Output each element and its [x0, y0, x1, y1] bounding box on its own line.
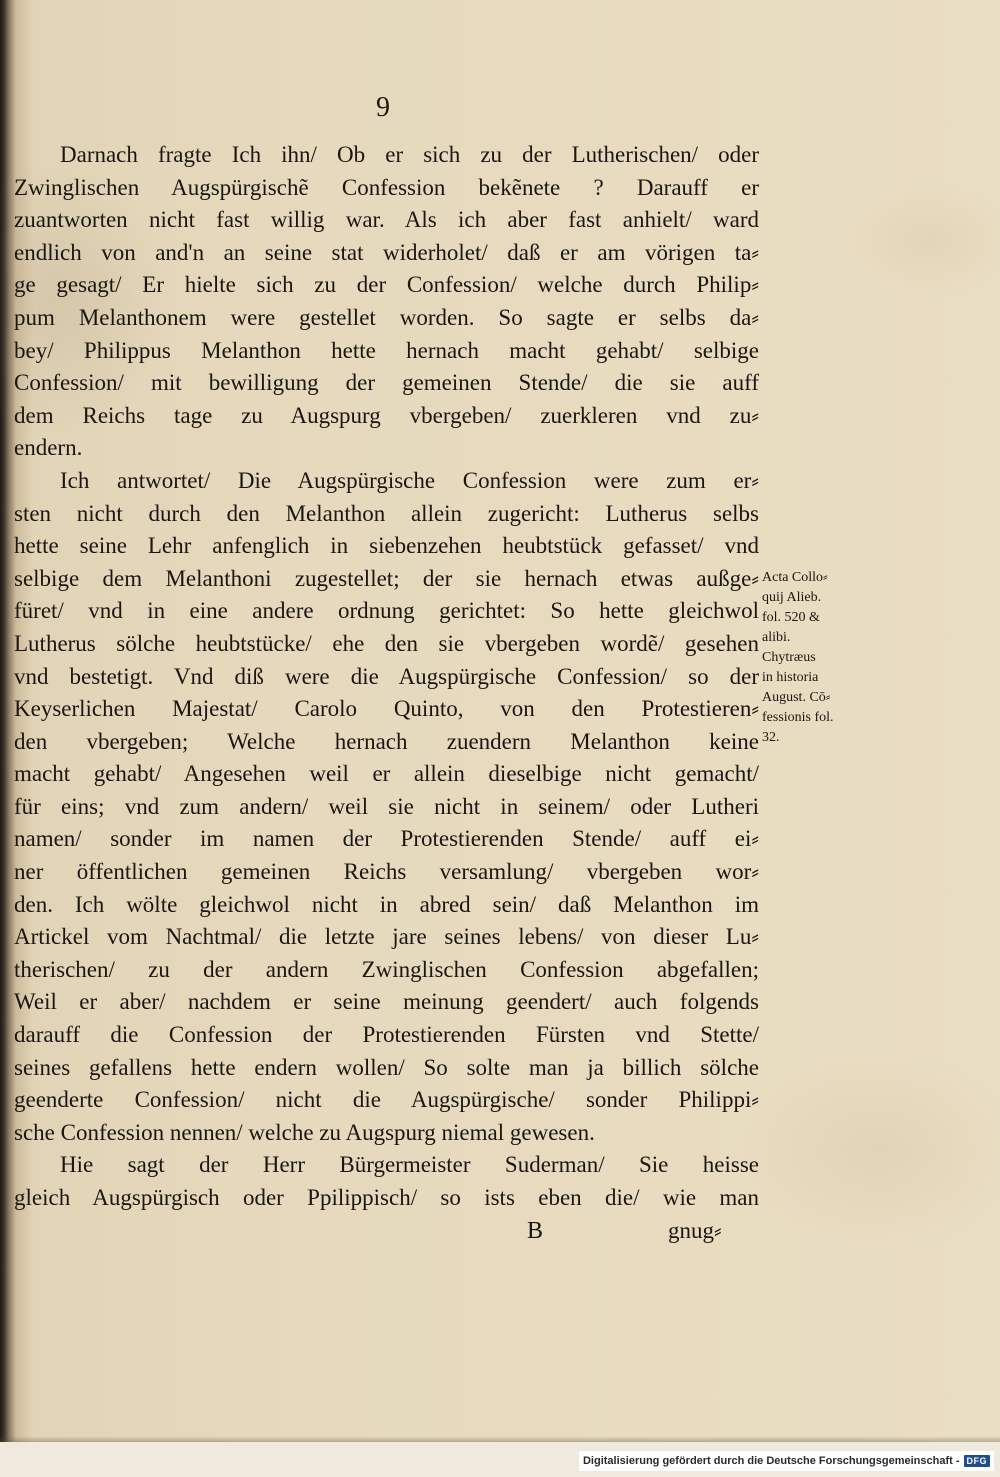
digitization-footer — [579, 1451, 994, 1471]
text-line: Ich antwortet/ Die Augspürgische Confession were zum er⸗ — [60, 467, 759, 493]
body-text — [14, 139, 759, 1215]
text-line: hette seine Lehr anfenglich in siebenzehen heubtstück gefasset/ vnd — [14, 533, 759, 559]
text-line: den. Ich wölte gleichwol nicht in abred sein/ daß Melanthon im — [14, 891, 759, 917]
text-line: darauff die Confession der Protestierenden Fürsten vnd Stette/ — [14, 1022, 759, 1048]
margin-note — [762, 568, 874, 748]
text-line: sche Confession nennen/ welche zu Augspurg niemal gewesen. — [14, 1119, 595, 1145]
text-line: namen/ sonder im namen der Protestierenden Stende/ auff ei⸗ — [14, 826, 759, 852]
footer-text: Digitalisierung gefördert durch die Deutsche Forschungsgemeinschaft - — [582, 1455, 960, 1467]
text-line: gleich Augspürgisch oder Ppilippisch/ so ists eben die/ wie man — [14, 1185, 759, 1210]
text-line: Hie sagt der Herr Bürgermeister Suderman/ Sie heisse — [60, 1152, 759, 1178]
text-line: Darnach fragte Ich ihn/ Ob er sich zu der Lutherischen/ oder — [60, 142, 759, 167]
text-line: zuantworten nicht fast willig war. Als ich aber fast anhielt/ ward — [14, 207, 759, 233]
margin-note-line: 32. — [762, 730, 780, 745]
text-line: pum Melanthonem were gestellet worden. So sagte er selbs da⸗ — [14, 304, 759, 330]
margin-note-line: August. Cō⸗ — [762, 690, 831, 705]
text-line: den vbergeben; Welche hernach zuendern Melanthon keine — [14, 728, 759, 754]
dfg-logo-icon: DFG — [964, 1455, 991, 1467]
text-line: Lutherus sölche heubtstücke/ ehe den sie vbergeben wordẽ/ gesehen — [14, 630, 759, 656]
text-line: Zwinglischen Augspürgischẽ Confession bekẽnete ? Darauff er — [14, 174, 759, 200]
signature-mark: B — [527, 1218, 544, 1244]
text-line: Weil er aber/ nachdem er seine meinung geendert/ auch folgends — [14, 989, 759, 1015]
text-line: vnd bestetigt. Vnd diß were die Augspürgische Confession/ so der — [14, 663, 759, 689]
text-line: ge gesagt/ Er hielte sich zu der Confession/ welche durch Philip⸗ — [14, 272, 759, 298]
text-line: sten nicht durch den Melanthon allein zugericht: Lutherus selbs — [14, 500, 759, 526]
margin-note-line: Acta Collo⸗ — [762, 570, 828, 585]
text-line: macht gehabt/ Angesehen weil er allein dieselbige nicht gemacht/ — [14, 761, 759, 787]
text-line: dem Reichs tage zu Augspurg vbergeben/ zuerkleren vnd zu⸗ — [14, 402, 759, 428]
margin-note-line: Chytræus — [762, 650, 816, 665]
text-line: Keyserlichen Majestat/ Carolo Quinto, von den Protestieren⸗ — [14, 696, 759, 722]
text-line: füret/ vnd in eine andere ordnung gerichtet: So hette gleichwol — [14, 598, 759, 624]
text-line: für eins; vnd zum andern/ weil sie nicht in seinem/ oder Lutheri — [14, 793, 759, 819]
text-line: seines gefallens hette endern wollen/ So solte man ja billich sölche — [14, 1054, 759, 1080]
text-line: ner öffentlichen gemeinen Reichs versamlung/ vbergeben wor⸗ — [14, 859, 759, 885]
text-line: Confession/ mit bewilligung der gemeinen Stende/ die sie auff — [14, 370, 759, 396]
margin-note-line: in historia — [762, 670, 819, 685]
margin-note-line: fol. 520 & — [762, 610, 820, 625]
catchword: gnug⸗ — [668, 1218, 722, 1243]
text-line: Artickel vom Nachtmal/ die letzte jare seines lebens/ von dieser Lu⸗ — [14, 924, 759, 950]
text-line: therischen/ zu der andern Zwinglischen Confession abgefallen; — [14, 956, 759, 982]
text-line: endlich von and'n an seine stat widerholet/ daß er am vörigen ta⸗ — [14, 239, 759, 265]
text-line: endern. — [14, 435, 83, 461]
text-line: geenderte Confession/ nicht die Augspürgische/ sonder Philippi⸗ — [14, 1087, 759, 1113]
text-line: selbige dem Melanthoni zugestellet; der sie hernach etwas außge⸗ — [14, 565, 759, 591]
margin-note-line: alibi. — [762, 630, 791, 645]
text-line: bey/ Philippus Melanthon hette hernach macht gehabt/ selbige — [14, 337, 759, 363]
margin-note-line: fessionis fol. — [762, 710, 834, 725]
page-number: 9 — [376, 92, 390, 123]
margin-note-line: quij Alieb. — [762, 590, 822, 605]
